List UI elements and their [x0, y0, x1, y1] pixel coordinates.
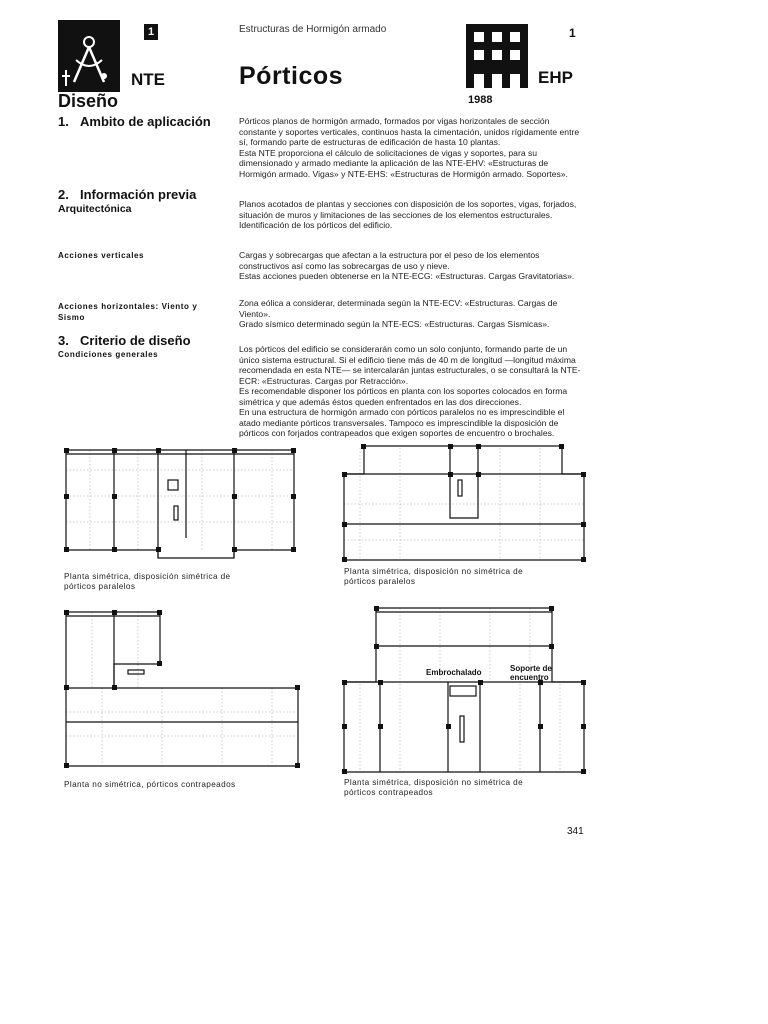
building-icon	[466, 24, 528, 88]
floor-plan-2	[340, 444, 586, 571]
paragraph-text: Identificación de los pórticos del edificio.	[239, 220, 393, 230]
subheading-arquitectonica: Arquitectónica	[58, 203, 132, 215]
paragraph-text: Esta NTE proporciona el cálculo de solicitaciones de vigas y soportes, para su dimensionado y armado mediante la aplicación de las NTE-EHV: «Estructuras de Hormigón armado. Vigas» y NTE-EHS: «Estructuras de Hormigón armado. Soportes».	[239, 147, 568, 179]
heading-1	[58, 114, 211, 129]
compass-icon	[58, 20, 120, 92]
paragraph-text: Zona eólica a considerar, determinada según la NTE-ECV: «Estructuras. Cargas de Viento».	[239, 298, 558, 319]
ehp-logo	[466, 24, 528, 88]
subheading-acciones-verticales: Acciones verticales	[58, 251, 145, 260]
paragraph-text: Es recomendable disponer los pórticos en planta con los soportes colocados en forma simétrica y que además éstos queden enfrentados en las dos direcciones.	[239, 386, 568, 407]
paragraph-ambito	[239, 116, 585, 179]
figure-caption-4: Planta simétrica, disposición no simétrica de pórticos contrapeados	[344, 778, 524, 797]
heading-text: Información previa	[80, 187, 197, 202]
page-title: Pórticos	[239, 62, 344, 90]
heading-text: Criterio de diseño	[80, 333, 191, 348]
ehp-label: EHP	[538, 68, 573, 87]
label-embrochalado: Embrochalado	[426, 668, 482, 677]
paragraph-criterio	[239, 344, 585, 439]
series-title: Estructuras de Hormigón armado	[239, 24, 387, 35]
paragraph-verticales	[239, 250, 585, 282]
floor-plan-4	[340, 604, 588, 781]
paragraph-text: Planos acotados de plantas y secciones con disposición de los soportes, vigas, forjados, situación de muros y limitaciones de las secciones de los elementos estructurales.	[239, 199, 577, 220]
figure-caption-1: Planta simétrica, disposición simétrica de pórticos paralelos	[64, 572, 231, 591]
floor-plan-3	[62, 608, 300, 779]
year: 1988	[468, 94, 493, 106]
figure-caption-3: Planta no simétrica, pórticos contrapeados	[64, 780, 236, 789]
paragraph-text: Los pórticos del edificio se considerarán como un solo conjunto, formando parte de un único sistema estructural. Si el edificio tiene más de 40 m de longitud —longitud máxima recomendada en esta NTE— se intercalarán juntas estructurales, o se consultará la NTE-ECR: «Estructuras. Cargas por Retracción».	[239, 344, 581, 386]
chapter-box: 1	[144, 24, 158, 40]
heading-3	[58, 333, 191, 348]
paragraph-text: Estas acciones pueden obtenerse en la NTE-ECG: «Estructuras. Cargas Gravitatorias».	[239, 271, 575, 281]
paragraph-text: Pórticos planos de hormigón armado, formados por vigas horizontales de sección constante y soportes verticales, continuos hasta la cimentación, unidos rígidamente entre sí, formando parte de estructuras de edificación de hasta 10 plantas.	[239, 116, 580, 147]
heading-text: Ambito de aplicación	[80, 114, 211, 129]
paragraph-text: Cargas y sobrecargas que afectan a la estructura por el peso de los elementos constructivos así como las sobrecargas de uso y nieve.	[239, 250, 540, 271]
heading-number: 1.	[58, 114, 69, 129]
floor-plan-1	[62, 446, 298, 569]
heading-2	[58, 187, 196, 202]
section-title: Diseño	[58, 91, 119, 111]
nte-label: NTE	[131, 70, 165, 89]
paragraph-horizontales	[239, 298, 585, 330]
paragraph-informacion	[239, 199, 585, 231]
paragraph-text: En una estructura de hormigón armado con pórticos paralelos no es imprescindible el atado mediante pórticos transversales. Tampoco es imprescindible la disposición de pórticos con forjados contrapeados que exigen soportes de encuentro o brochales.	[239, 407, 565, 438]
paragraph-text: Grado sísmico determinado según la NTE-ECS: «Estructuras. Cargas Sísmicas».	[239, 319, 550, 329]
heading-number: 3.	[58, 333, 69, 348]
subheading-acciones-horizontales: Acciones horizontales: Viento y Sismo	[58, 302, 198, 322]
page-number: 341	[567, 826, 584, 837]
header-number: 1	[569, 26, 576, 40]
label-soporte-encuentro: Soporte de encuentro	[510, 664, 552, 682]
heading-number: 2.	[58, 187, 69, 202]
figure-caption-2: Planta simétrica, disposición no simétrica de pórticos paralelos	[344, 567, 524, 586]
subheading-condiciones: Condiciones generales	[58, 350, 159, 359]
nte-logo	[58, 20, 120, 92]
